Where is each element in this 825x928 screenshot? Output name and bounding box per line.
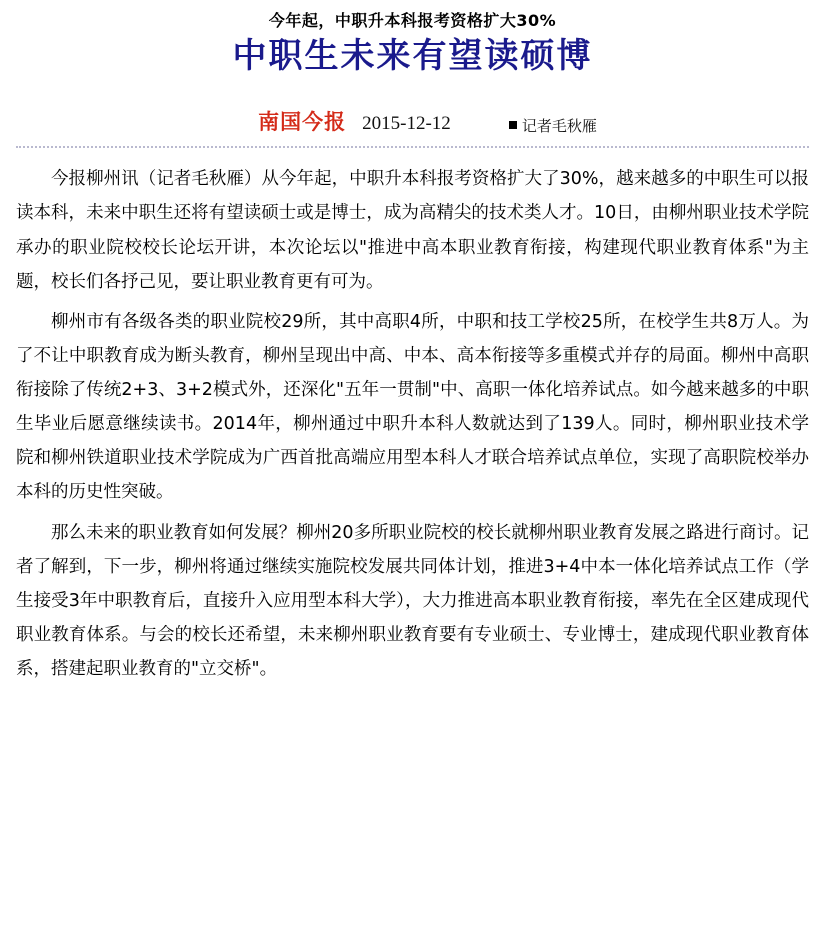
byline <box>16 106 809 136</box>
paragraph: 柳州市有各级各类的职业院校29所，其中高职4所，中职和技工学校25所，在校学生共8万人。为了不让中职教育成为断头教育，柳州呈现出中高、中本、高本衔接等多重模式并存的局面。柳州中高职衔接除了传统2+3、3+2模式外，还深化"五年一贯制"中、高职一体化培养试点。如今越来越多的中职生毕业后愿意继续读书。2014年，柳州通过中职升本科人数就达到了139人。同时，柳州职业技术学院和柳州铁道职业技术学院成为广西首批高端应用型本科人才联合培养试点单位，实现了高职院校举办本科的历史性突破。 <box>16 311 809 503</box>
paragraph: 今报柳州讯（记者毛秋雁）从今年起，中职升本科报考资格扩大了30%，越来越多的中职生可以报读本科，未来中职生还将有望读硕士或是博士，成为高精尖的技术类人才。10日，由柳州职业技术学院承办的职业院校校长论坛开讲，本次论坛以"推进中高本职业教育衔接，构建现代职业教育体系"为主题，校长们各抒己见，要让职业教育更有可为。 <box>16 169 809 292</box>
article-body <box>16 162 809 686</box>
publish-date: 2015-12-12 <box>362 113 451 135</box>
bullet-square-icon <box>509 121 517 129</box>
source-name: 南国今报 <box>258 109 347 135</box>
page-title: 中职生未来有望读硕博 <box>232 36 593 77</box>
reporter-credit <box>509 115 597 136</box>
shoulder-title: 今年起，中职升本科报考资格扩大30% <box>268 11 557 30</box>
reporter-name: 记者毛秋雁 <box>521 116 597 135</box>
header-divider <box>16 146 809 148</box>
paragraph: 那么未来的职业教育如何发展？柳州20多所职业院校的校长就柳州职业教育发展之路进行商讨。记者了解到，下一步，柳州将通过继续实施院校发展共同体计划，推进3+4中本一体化培养试点工作（学生接受3年中职教育后，直接升入应用型本科大学），大力推进高本职业教育衔接，率先在全区建成现代职业教育体系。与会的校长还希望，未来柳州职业教育要有专业硕士、专业博士，建成现代职业教育体系，搭建起职业教育的"立交桥"。 <box>16 522 809 680</box>
